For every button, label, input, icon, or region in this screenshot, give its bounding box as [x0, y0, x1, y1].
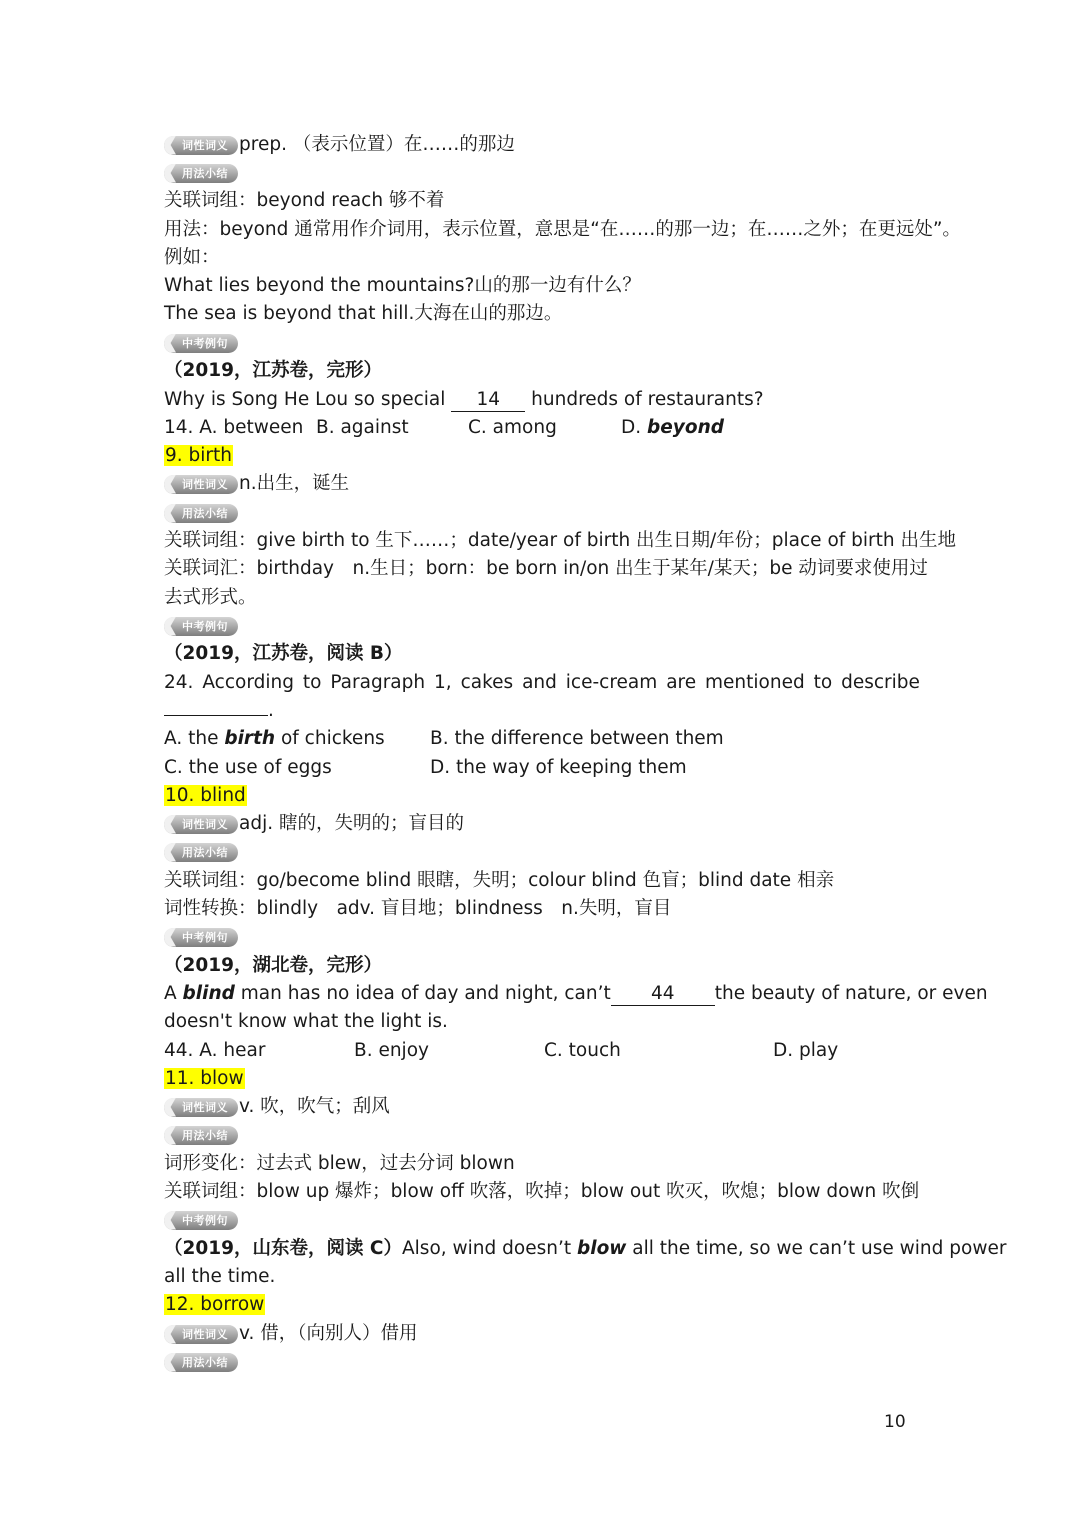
beyond-example-2: The sea is beyond that hill.大海在山的那边。	[164, 303, 563, 324]
exam-source: （2019，山东卷，阅读 C）	[164, 1238, 403, 1259]
birth-question-line2	[164, 697, 920, 725]
question-word: describe	[841, 672, 920, 693]
example-text: Also, wind doesn’t	[402, 1238, 577, 1259]
blind-question-line1	[164, 980, 988, 1008]
blow-meaning-line	[164, 1093, 920, 1121]
birth-exam-source: （2019，江苏卷，阅读 B）	[164, 643, 403, 664]
option-d: D. play	[773, 1040, 839, 1061]
question-word: mentioned	[705, 672, 805, 693]
exam-example-tag: 中考例句	[164, 928, 238, 947]
option-c: C. among	[468, 417, 557, 438]
birth-usage-tag-line	[164, 499, 920, 527]
blind-usage-tag-line	[164, 838, 920, 866]
option-d-label: D.	[621, 417, 648, 438]
question-text: A	[164, 983, 183, 1004]
beyond-usage-line1: 用法：beyond 通常用作介词用，表示位置，意思是“在……的那一边；在……之外；在更远处”。	[164, 219, 961, 240]
beyond-example-tag-line	[164, 329, 920, 357]
pos-meaning-tag: 词性词义	[164, 1098, 238, 1117]
beyond-usage-tag-line	[164, 159, 920, 187]
borrow-meaning-line	[164, 1320, 920, 1348]
option-a-word: birth	[224, 728, 276, 749]
beyond-example-1: What lies beyond the mountains?山的那一边有什么？	[164, 275, 641, 296]
option-c: C. touch	[544, 1040, 621, 1061]
usage-summary-tag: 用法小结	[164, 843, 238, 862]
question-word: cakes	[460, 672, 514, 693]
usage-summary-tag: 用法小结	[164, 164, 238, 183]
beyond-options	[164, 414, 920, 442]
option-a: 14. A. between	[164, 417, 304, 438]
blind-meaning: adj. 瞎的，失明的；盲目的	[239, 813, 464, 834]
exam-example-tag: 中考例句	[164, 334, 238, 353]
question-word: 24.	[164, 672, 194, 693]
pos-meaning-tag: 词性词义	[164, 136, 238, 155]
option-a-post: of chickens	[275, 728, 385, 749]
example-keyword: blow	[576, 1238, 627, 1259]
blind-heading-line	[164, 782, 920, 810]
option-b: B. the difference between them	[430, 728, 724, 749]
word-heading: 12. borrow	[165, 1294, 265, 1315]
blow-forms: 词形变化：过去式 blew，过去分词 blown	[164, 1153, 515, 1174]
beyond-exam-source: （2019，江苏卷，完形）	[164, 360, 382, 381]
blow-example-tag-line	[164, 1206, 920, 1234]
usage-summary-tag: 用法小结	[164, 1126, 238, 1145]
question-text: the beauty of nature, or even	[714, 983, 988, 1004]
usage-summary-tag: 用法小结	[164, 504, 238, 523]
pos-meaning-tag: 词性词义	[164, 1325, 238, 1344]
option-d: D. the way of keeping them	[430, 757, 687, 778]
question-word: to	[302, 672, 322, 693]
question-word: ice-cream	[565, 672, 658, 693]
birth-phrases: 关联词组：give birth to 生下……；date/year of birth 出生日期/年份；place of birth 出生地	[164, 530, 957, 551]
question-word: are	[666, 672, 697, 693]
answer-blank: 14	[451, 389, 525, 412]
example-text: all the time, so we can’t use wind power	[626, 1238, 1007, 1259]
question-text: man has no idea of day and night, can’t	[234, 983, 611, 1004]
option-a: 44. A. hear	[164, 1040, 266, 1061]
blind-phrases: 关联词组：go/become blind 眼瞎，失明；colour blind 色盲；blind date 相亲	[164, 870, 835, 891]
borrow-meaning: v. 借，（向别人）借用	[239, 1323, 418, 1344]
birth-vocab-line1: 关联词汇：birthday n.生日；born：be born in/on 出生于某年/某天；be 动词要求使用过	[164, 558, 928, 579]
pos-meaning-tag: 词性词义	[164, 475, 238, 494]
question-word: According	[202, 672, 294, 693]
birth-question-line1	[164, 669, 920, 697]
blind-example-tag-line	[164, 923, 920, 951]
blind-question-line2: doesn't know what the light is.	[164, 1011, 448, 1032]
birth-example-tag-line	[164, 612, 920, 640]
question-word: 1,	[434, 672, 452, 693]
beyond-meaning-line	[164, 131, 920, 159]
question-end: .	[268, 700, 274, 721]
blind-meaning-line	[164, 810, 920, 838]
birth-meaning: n.出生，诞生	[239, 473, 350, 494]
word-heading: 11. blow	[165, 1068, 244, 1089]
question-word: to	[813, 672, 833, 693]
birth-heading-line	[164, 442, 920, 470]
usage-summary-tag: 用法小结	[164, 1353, 238, 1372]
word-heading: 10. blind	[165, 785, 246, 806]
birth-options-row1	[164, 725, 920, 753]
answer-blank: 44	[611, 983, 715, 1006]
borrow-heading-line	[164, 1291, 920, 1319]
option-d	[621, 414, 724, 442]
birth-vocab-line2: 去式形式。	[164, 587, 257, 608]
question-word: Paragraph	[330, 672, 426, 693]
option-b: B. enjoy	[354, 1040, 429, 1061]
blow-usage-tag-line	[164, 1121, 920, 1149]
blow-phrases: 关联词组：blow up 爆炸；blow off 吹落，吹掉；blow out 吹灭，吹熄；blow down 吹倒	[164, 1181, 920, 1202]
beyond-meaning: prep. （表示位置）在……的那边	[239, 134, 515, 155]
borrow-usage-tag-line	[164, 1348, 920, 1376]
option-a	[164, 725, 385, 753]
question-word: and	[522, 672, 557, 693]
birth-options-row2	[164, 754, 920, 782]
blow-heading-line	[164, 1065, 920, 1093]
exam-example-tag: 中考例句	[164, 617, 238, 636]
blow-example-line1	[164, 1235, 1007, 1263]
beyond-phrases: 关联词组：beyond reach 够不着	[164, 190, 445, 211]
blind-exam-source: （2019，湖北卷，完形）	[164, 955, 382, 976]
option-c: C. the use of eggs	[164, 757, 332, 778]
blow-meaning: v. 吹，吹气；刮风	[239, 1096, 390, 1117]
question-text: hundreds of restaurants?	[525, 389, 764, 410]
option-b: B. against	[316, 417, 409, 438]
birth-meaning-line	[164, 470, 920, 498]
question-keyword: blind	[182, 983, 235, 1004]
option-a-pre: A. the	[164, 728, 225, 749]
blind-conversion: 词性转换：blindly adv. 盲目地；blindness n.失明，盲目	[164, 898, 672, 919]
option-d-word: beyond	[647, 417, 724, 438]
pos-meaning-tag: 词性词义	[164, 815, 238, 834]
blow-example-line2: all the time.	[164, 1266, 276, 1287]
answer-blank	[164, 715, 268, 716]
word-heading: 9. birth	[165, 445, 232, 466]
page-number: 10	[884, 1412, 906, 1432]
question-text: Why is Song He Lou so special	[164, 389, 452, 410]
exam-example-tag: 中考例句	[164, 1211, 238, 1230]
blind-options	[164, 1037, 920, 1065]
beyond-question	[164, 386, 920, 414]
beyond-usage-line2: 例如：	[164, 247, 220, 268]
